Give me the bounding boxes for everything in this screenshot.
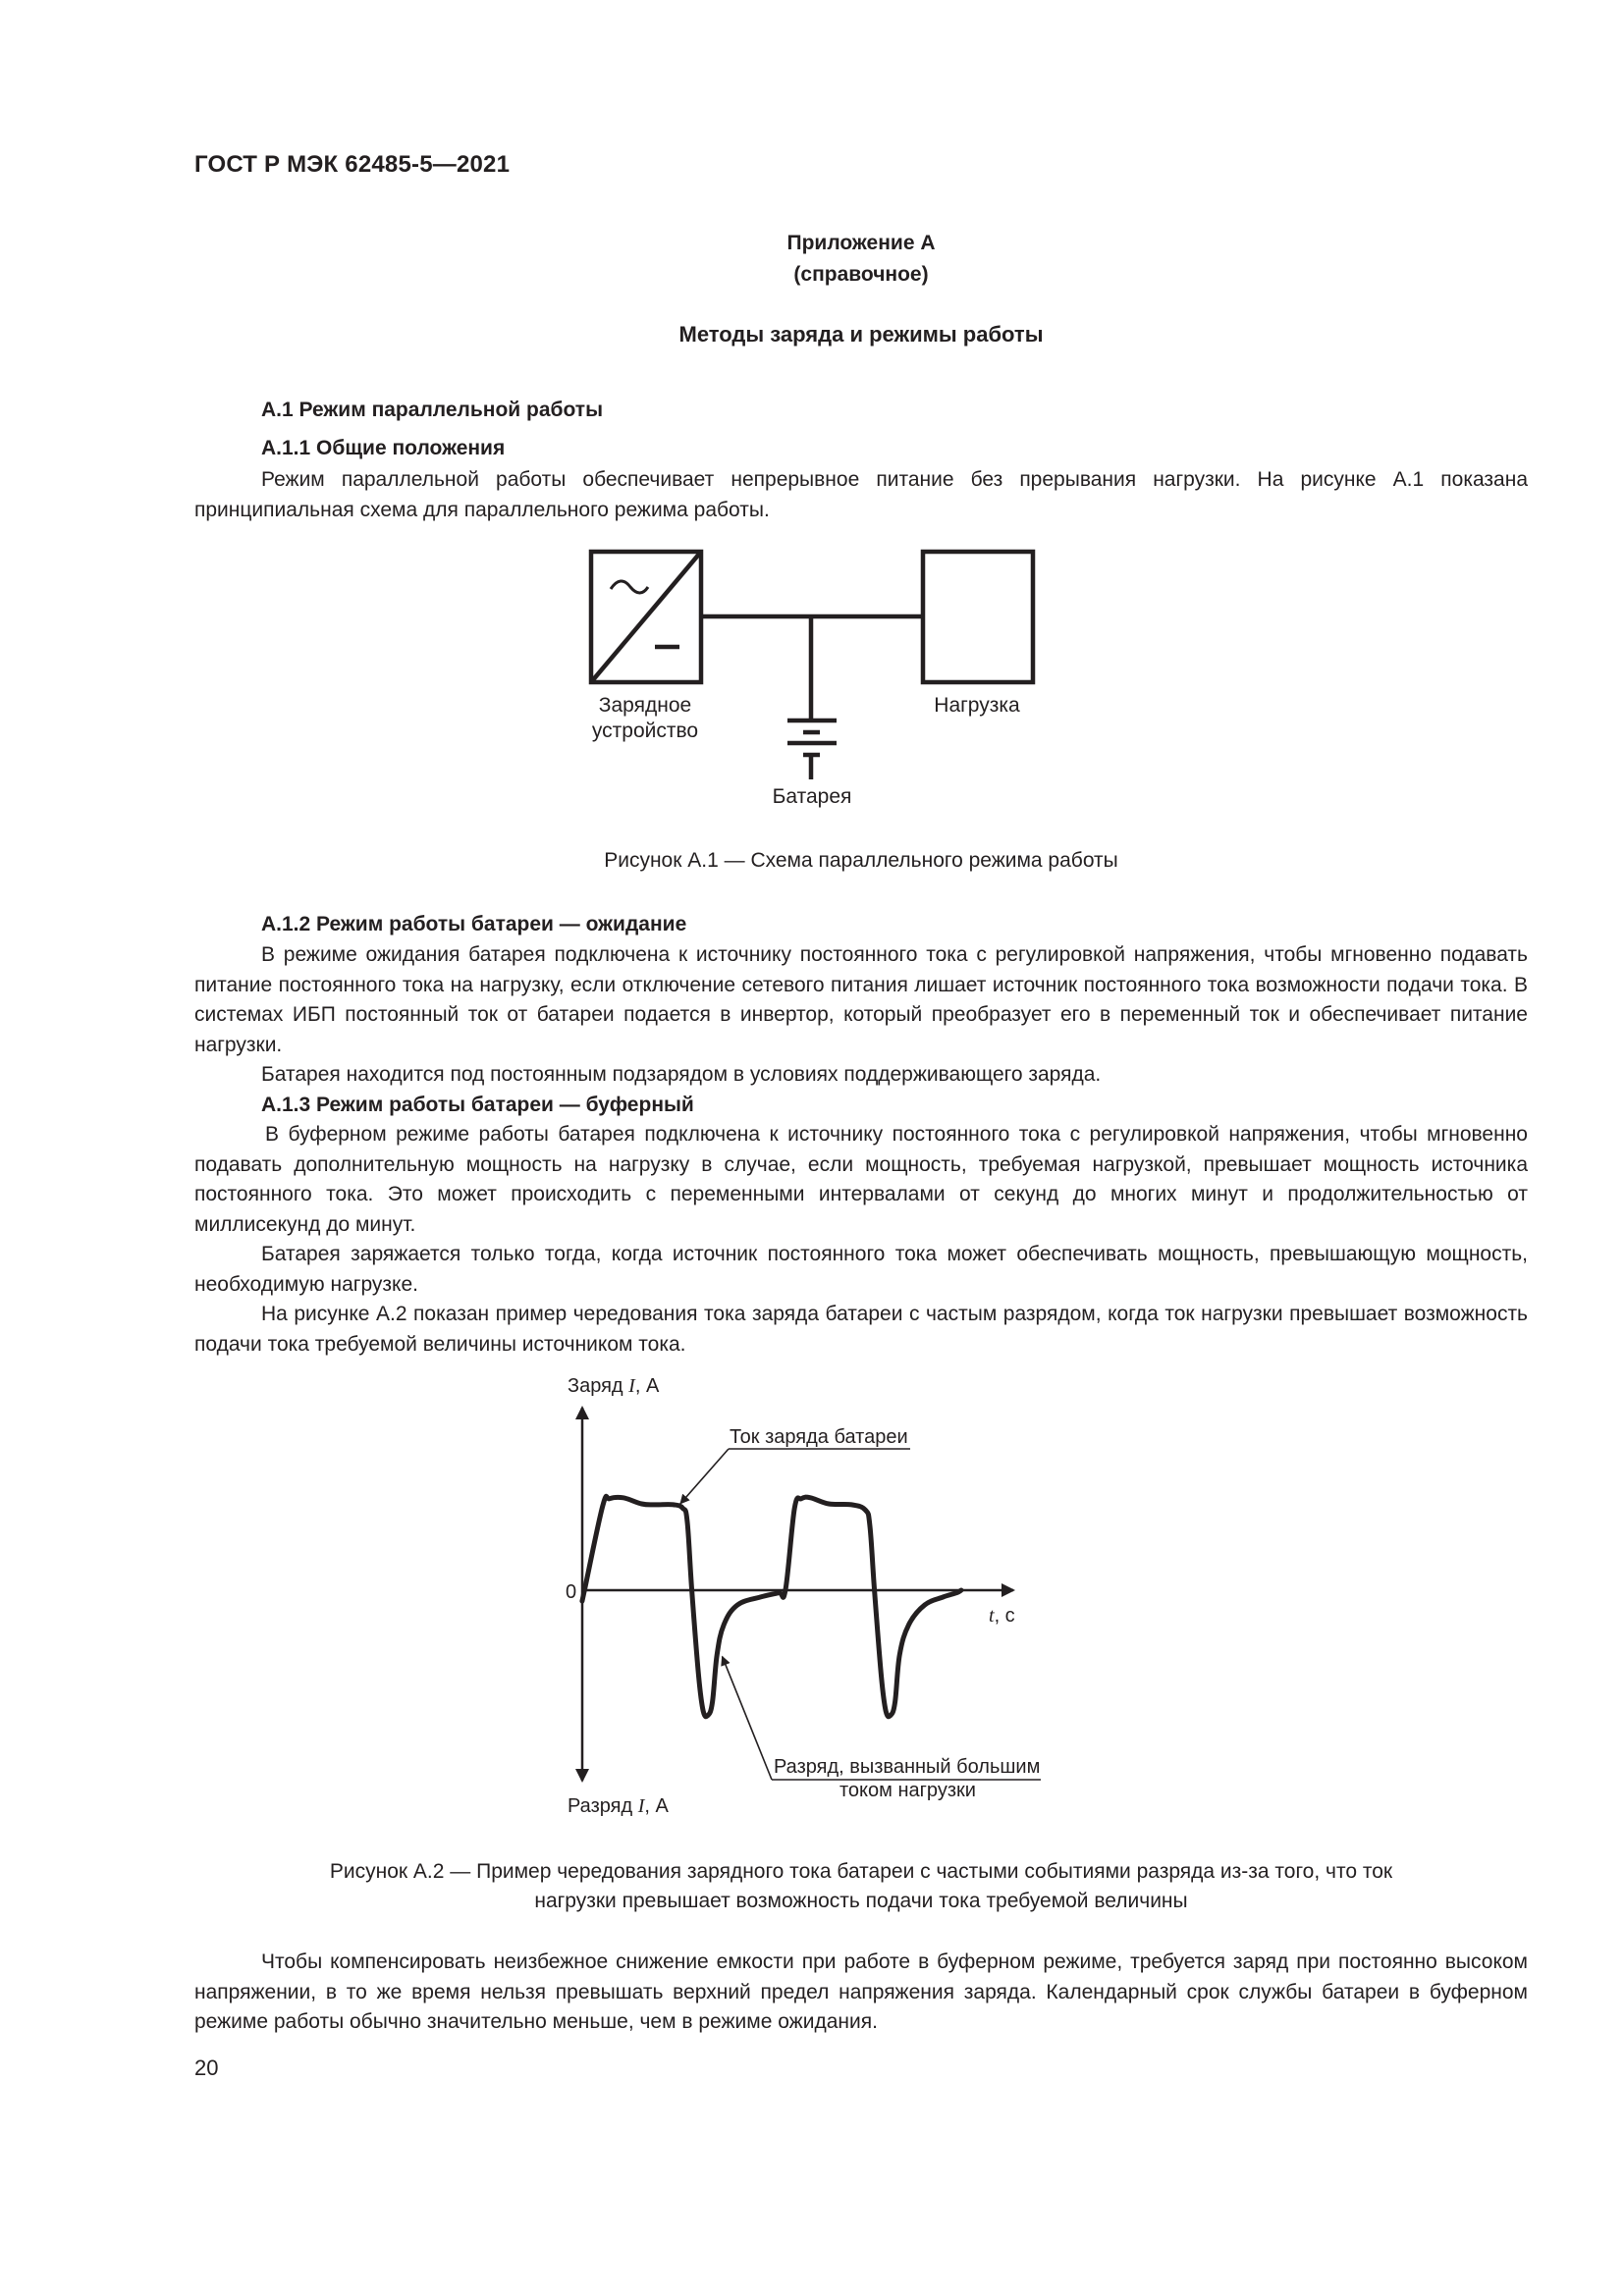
figure-a1-diagram <box>550 530 1139 825</box>
section-a1-2-title: А.1.2 Режим работы батареи — ожидание <box>261 913 687 935</box>
origin-label: 0 <box>566 1581 577 1603</box>
ac-symbol-icon <box>611 581 648 593</box>
section-a1-title: А.1 Режим параллельной работы <box>261 399 604 421</box>
annex-title-block <box>194 228 1528 291</box>
annotation-charge-current: Ток заряда батареи <box>730 1426 908 1448</box>
y-axis-label-bottom: Разряд I, А <box>568 1795 669 1817</box>
charger-label-line1: Зарядное <box>598 694 692 717</box>
paragraph-text: В буферном режиме работы батарея подключена к источнику постоянного тока с регулировкой напряжения, чтобы мгновенно подавать дополнительную мощность на нагрузку в случае, если мощность, требуемая нагрузкой, превышает мощность источника постоянного тока. Это может происходить с переменными интервалами от секунд до многих минут и продолжительностью от миллисекунд до минут. <box>194 1123 1528 1236</box>
paragraph-text: Батарея находится под постоянным подзарядом в условиях поддерживающего заряда. <box>261 1063 1102 1086</box>
section-a1-2-paragraph-1 <box>194 940 1528 1060</box>
y-axis-label-top: Заряд I, А <box>568 1375 660 1397</box>
paragraph-text: Чтобы компенсировать неизбежное снижение емкости при работе в буферном режиме, требуется заряд при постоянно высоком напряжении, в то же время нельзя превышать верхний предел напряжения заряда. Календарный срок службы батареи в буферном режиме работы обычно значительно меньше, чем в режиме ожидания. <box>194 1950 1528 2033</box>
annotation-discharge-line2: током нагрузки <box>839 1780 976 1801</box>
annex-type: (справочное) <box>793 263 929 286</box>
section-a1-3-paragraph-1 <box>194 1120 1528 1240</box>
load-box <box>923 552 1033 682</box>
annotation-discharge-line1: Разряд, вызванный большим <box>774 1756 1041 1778</box>
section-a1-1-paragraph <box>194 465 1528 525</box>
section-a1-3-title: А.1.3 Режим работы батареи — буферный <box>261 1094 694 1116</box>
series-line-charge-current <box>582 1496 961 1716</box>
annex-title: Приложение А <box>786 232 936 254</box>
annotation-charge-leader <box>680 1449 729 1504</box>
annex-heading: Методы заряда и режимы работы <box>678 322 1044 347</box>
charger-label-line2: устройство <box>591 720 699 742</box>
battery-label: Батарея <box>772 785 852 808</box>
annotation-discharge-leader <box>723 1657 772 1780</box>
figure-a2-caption-line2: нагрузки превышает возможность подачи тока требуемой величины <box>534 1890 1188 1912</box>
section-a1-3-paragraph-3 <box>194 1300 1528 1360</box>
charger-diagonal <box>591 552 701 682</box>
figure-a2-caption <box>194 1857 1528 1916</box>
standard-id: ГОСТ Р МЭК 62485-5—2021 <box>194 151 511 178</box>
paragraph-text: Батарея заряжается только тогда, когда источник постоянного тока может обеспечивать мощность, превышающую мощность, необходимую нагрузке. <box>194 1243 1528 1296</box>
figure-a2-caption-line1: Рисунок А.2 — Пример чередования зарядного тока батареи с частыми событиями разряда из-за того, что ток <box>329 1860 1393 1883</box>
final-paragraph <box>194 1948 1528 2038</box>
section-a1-2-paragraph-2 <box>194 1060 1528 1091</box>
page-number: 20 <box>194 2056 219 2080</box>
section-a1-1-title: А.1.1 Общие положения <box>261 437 506 459</box>
x-axis-label: t, с <box>989 1605 1015 1627</box>
paragraph-text: На рисунке А.2 показан пример чередования тока заряда батареи с частым разрядом, когда ток нагрузки превышает возможность подачи тока требуемой величины источником тока. <box>194 1303 1528 1356</box>
figure-a1-caption: Рисунок А.1 — Схема параллельного режима работы <box>604 849 1118 872</box>
paragraph-text: В режиме ожидания батарея подключена к источнику постоянного тока с регулировкой напряжения, чтобы мгновенно подавать питание постоянного тока на нагрузку, если отключение сетевого питания лишает источник постоянного тока возможности подачи тока. В системах ИБП постоянный ток от батареи подается в инвертор, который преобразует его в переменный ток и обеспечивает питание нагрузки. <box>194 943 1528 1056</box>
paragraph-text: Режим параллельной работы обеспечивает непрерывное питание без прерывания нагрузки. На рисунке А.1 показана принципиальная схема для параллельного режима работы. <box>194 468 1528 521</box>
section-a1-3-paragraph-2 <box>194 1240 1528 1300</box>
load-label: Нагрузка <box>934 694 1020 717</box>
figure-a2-chart <box>550 1374 1159 1845</box>
